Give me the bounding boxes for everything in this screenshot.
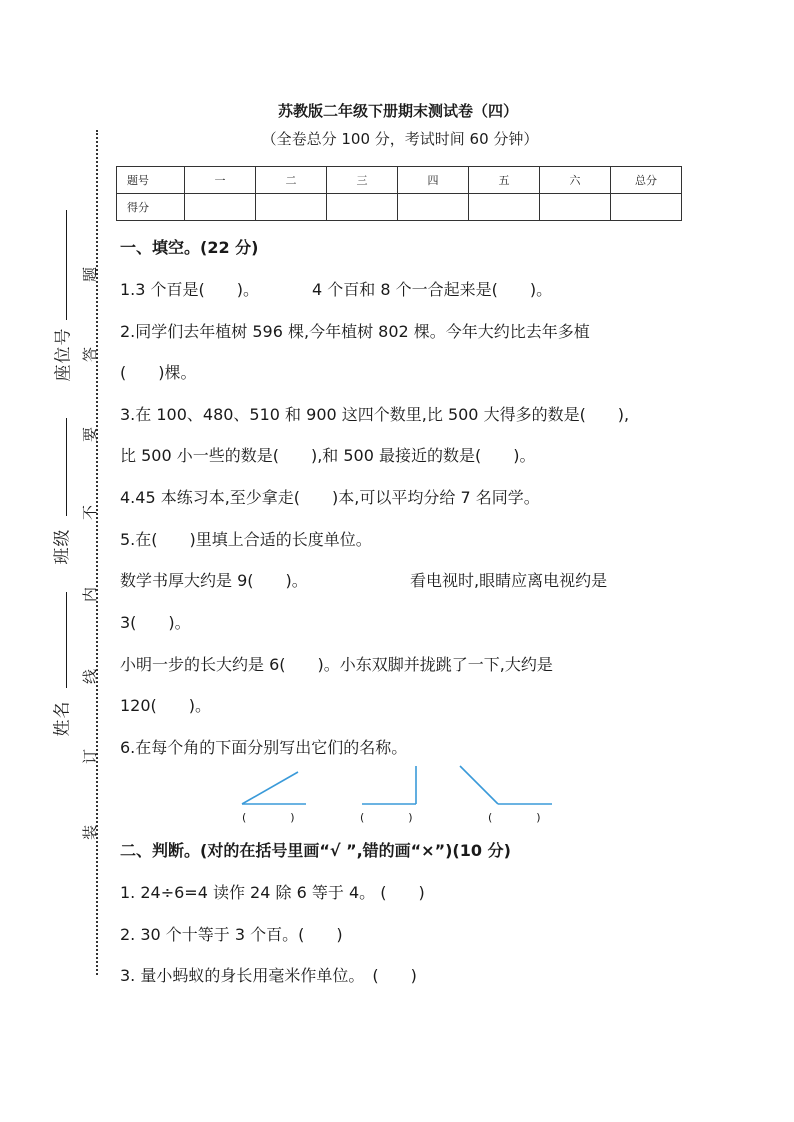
score-input-cell[interactable] <box>611 194 682 221</box>
table-cell: 一 <box>185 167 256 194</box>
score-input-cell[interactable] <box>540 194 611 221</box>
question-2b: ( )棵。 <box>120 363 197 382</box>
binding-char: 不 <box>81 504 100 521</box>
angle-answer-blank[interactable]: ( ) <box>360 811 413 824</box>
section-1-heading: 一、填空。(22 分) <box>120 238 259 257</box>
acute-angle-icon <box>242 772 306 804</box>
binding-char: 内 <box>81 586 100 603</box>
table-cell: 三 <box>327 167 398 194</box>
angle-answer-blank[interactable]: ( ) <box>488 811 541 824</box>
score-table <box>116 166 682 221</box>
obtuse-angle-icon <box>460 766 552 804</box>
binding-char: 装 <box>81 824 100 841</box>
question-5a: 数学书厚大约是 9( )。 <box>120 571 308 590</box>
score-input-cell[interactable] <box>327 194 398 221</box>
score-input-cell[interactable] <box>398 194 469 221</box>
judge-question-3: 3. 量小蚂蚁的身长用毫米作单位。 ( ) <box>120 966 417 985</box>
question-5b: 看电视时,眼睛应离电视约是 <box>410 571 608 590</box>
page-subtitle: （全卷总分 100 分，考试时间 60 分钟） <box>261 130 539 148</box>
question-5c: 小明一步的长大约是 6( )。小东双脚并拢跳了一下,大约是 <box>120 655 553 674</box>
binding-char: 订 <box>81 748 100 765</box>
name-line <box>66 592 67 688</box>
table-cell: 总分 <box>611 167 682 194</box>
table-cell: 四 <box>398 167 469 194</box>
right-angle-icon <box>362 766 416 804</box>
binding-dotted-line <box>96 130 98 975</box>
score-input-cell[interactable] <box>469 194 540 221</box>
judge-question-1: 1. 24÷6=4 读作 24 除 6 等于 4。 ( ) <box>120 883 425 902</box>
question-1b: 4 个百和 8 个一合起来是( )。 <box>312 280 553 299</box>
angle-answer-blank[interactable]: ( ) <box>242 811 295 824</box>
name-label: 姓名 <box>52 700 73 737</box>
section-2-heading: 二、判断。(对的在括号里画“√ ”,错的画“×”)(10 分) <box>120 841 511 860</box>
table-cell: 得分 <box>117 194 185 221</box>
question-1a: 1.3 个百是( )。 <box>120 280 260 299</box>
question-5: 5.在( )里填上合适的长度单位。 <box>120 530 372 549</box>
judge-question-2: 2. 30 个十等于 3 个百。( ) <box>120 925 343 944</box>
question-5c-cont: 120( )。 <box>120 696 212 715</box>
seat-label: 座位号 <box>53 327 74 382</box>
binding-char: 线 <box>81 668 100 685</box>
score-table-score-row <box>117 194 682 221</box>
table-cell: 二 <box>256 167 327 194</box>
seat-line <box>66 210 67 320</box>
score-input-cell[interactable] <box>256 194 327 221</box>
binding-char: 答 <box>81 346 100 363</box>
question-3a: 3.在 100、480、510 和 900 这四个数里,比 500 大得多的数是( ), <box>120 405 630 424</box>
score-input-cell[interactable] <box>185 194 256 221</box>
table-cell: 六 <box>540 167 611 194</box>
score-table-header-row <box>117 167 682 194</box>
class-label: 班级 <box>52 528 73 565</box>
table-cell: 五 <box>469 167 540 194</box>
question-3b: 比 500 小一些的数是( ),和 500 最接近的数是( )。 <box>120 446 536 465</box>
question-6: 6.在每个角的下面分别写出它们的名称。 <box>120 738 408 757</box>
binding-char: 题 <box>81 266 100 283</box>
question-2a: 2.同学们去年植树 596 棵,今年植树 802 棵。今年大约比去年多植 <box>120 322 590 341</box>
question-5b-cont: 3( )。 <box>120 613 191 632</box>
table-cell: 题号 <box>117 167 185 194</box>
question-4: 4.45 本练习本,至少拿走( )本,可以平均分给 7 名同学。 <box>120 488 540 507</box>
binding-char: 要 <box>81 426 100 443</box>
angles-figure <box>230 760 570 810</box>
class-line <box>66 418 67 516</box>
page-title: 苏教版二年级下册期末测试卷（四） <box>277 102 518 120</box>
